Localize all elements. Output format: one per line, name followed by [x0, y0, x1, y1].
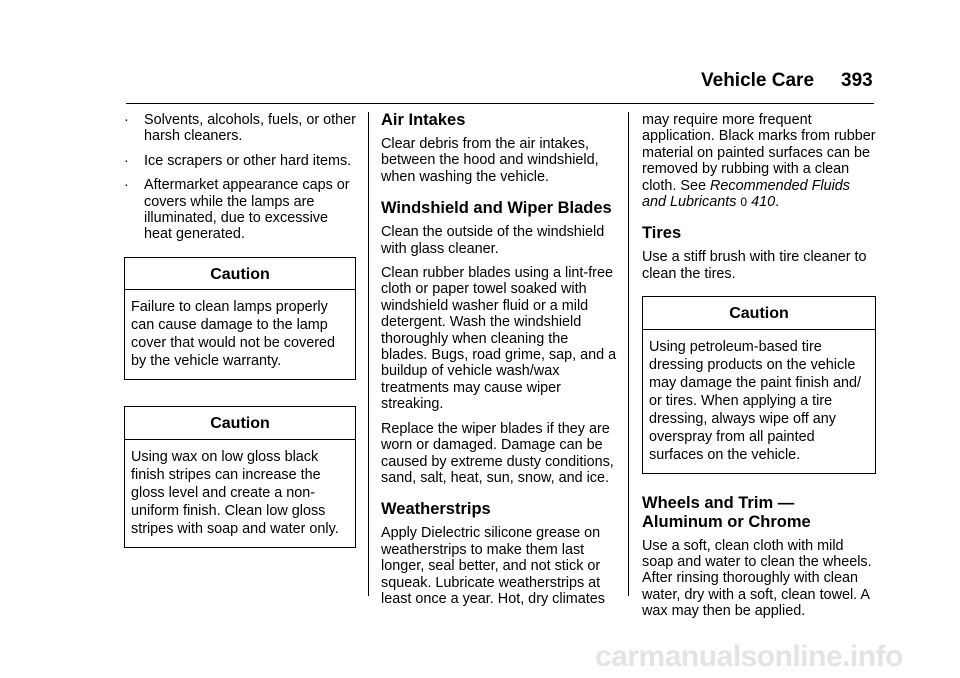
paragraph: Clean the outside of the windshield with glass cleaner.: [381, 224, 605, 257]
watermark-text: carmanualsonline.info: [595, 640, 903, 673]
list-item: [124, 177, 356, 243]
heading-air-intakes: Air Intakes: [381, 111, 466, 129]
column-3: [642, 112, 876, 628]
list-item: [124, 153, 356, 169]
bullet-marker: ·: [124, 177, 129, 194]
caution-title: Caution: [125, 407, 355, 439]
column-divider-2: [628, 112, 629, 596]
caution-text: Using petroleum-based tire dressing products on the vehicle may damage the paint finish and/ or tires. When applying a tire dressing, always wipe off any overspray from all painted surfaces on the vehicle.: [649, 338, 861, 463]
column-divider-1: [368, 112, 369, 596]
caution-box: [642, 296, 876, 473]
page-number: 393: [841, 70, 873, 91]
bullet-marker: ·: [124, 152, 129, 169]
paragraph: Clean rubber blades using a lint-free cloth or paper towel soaked with windshield washer fluid or a mild detergent. Wash the windshield thoroughly when cleaning the blades. Bugs, road grime, sap, and a buildup of vehicle wash/wax treatments may cause wiper streaking.: [381, 265, 617, 413]
caution-title: Caution: [643, 297, 875, 329]
paragraph: Use a soft, clean cloth with mild soap and water to clean the wheels. After rinsing thoroughly with clean water, dry with a soft, clean towel. A wax may then be applied.: [642, 537, 872, 620]
bullet-text: Aftermarket appearance caps or covers while the lamps are illuminated, due to excessive heat generated.: [144, 177, 350, 243]
paragraph: Replace the wiper blades if they are worn or damaged. Damage can be caused by extreme dusty conditions, sand, salt, heat, sun, snow, and ice.: [381, 420, 614, 486]
continued-text: may require more frequent application. Black marks from rubber material on painted surfaces can be removed by rubbing with a clean cloth. See: [642, 112, 876, 194]
column-1: [124, 112, 356, 568]
paragraph: Clear debris from the air intakes, between the hood and windshield, when washing the vehicle.: [381, 136, 599, 185]
caution-title: Caution: [125, 258, 355, 290]
bullet-marker: ·: [124, 112, 129, 128]
bullet-text: Solvents, alcohols, fuels, or other harsh cleaners.: [144, 112, 356, 145]
cross-reference-link[interactable]: Recommended Fluids and Lubricants: [642, 177, 850, 211]
heading-windshield: Windshield and Wiper Blades: [381, 199, 612, 218]
cross-reference-page[interactable]: 410: [751, 194, 776, 211]
caution-text: Failure to clean lamps properly can cause damage to the lamp cover that would not be covered by the vehicle warranty.: [131, 299, 335, 370]
paragraph-continued: [642, 112, 876, 210]
list-item: [124, 112, 356, 145]
sentence-end: .: [775, 194, 780, 211]
bullet-text: Ice scrapers or other hard items.: [144, 152, 352, 169]
paragraph: Use a stiff brush with tire cleaner to clean the tires.: [642, 249, 867, 282]
caution-text: Using wax on low gloss black finish stripes can increase the gloss level and create a non-uniform finish. Clean low gloss stripes with soap and water only.: [131, 448, 339, 537]
page-header: [0, 70, 960, 100]
bullet-list: [124, 112, 356, 243]
paragraph: Apply Dielectric silicone grease on weatherstrips to make them last longer, seal better, and not stick or squeak. Lubricate weatherstrips at least once a year. Hot, dry climates: [381, 525, 605, 607]
column-2: [381, 112, 617, 615]
caution-box: [124, 257, 356, 380]
header-rule: [126, 103, 874, 104]
heading-weatherstrips: Weatherstrips: [381, 500, 491, 519]
heading-tires: Tires: [642, 224, 682, 243]
section-title: Vehicle Care: [701, 70, 815, 91]
heading-wheels: Wheels and Trim — Aluminum or Chrome: [642, 493, 811, 531]
page-reference-icon: 0: [740, 195, 748, 210]
caution-box: [124, 406, 356, 547]
